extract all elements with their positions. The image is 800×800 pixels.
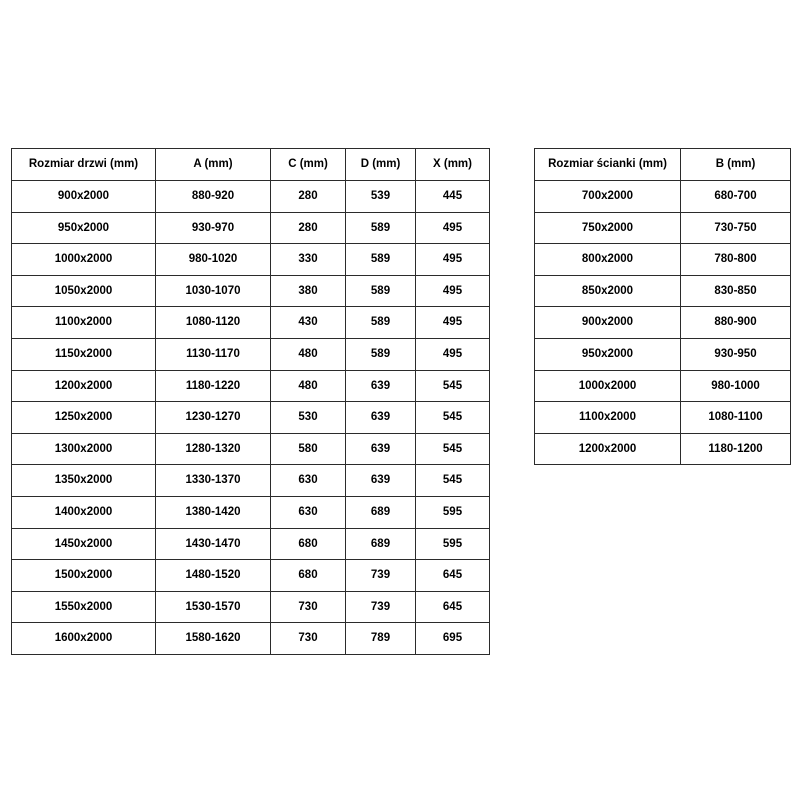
cell-door-size: 1050x2000 [12,275,156,307]
cell-a: 980-1020 [156,244,271,276]
column-header-a: A (mm) [156,149,271,181]
cell-a: 1230-1270 [156,402,271,434]
cell-x: 595 [416,496,490,528]
cell-wall-size: 1100x2000 [535,402,681,434]
cell-door-size: 1550x2000 [12,591,156,623]
table-row [535,275,791,307]
cell-wall-size: 800x2000 [535,244,681,276]
cell-x: 695 [416,623,490,655]
cell-c: 630 [271,496,346,528]
cell-x: 495 [416,212,490,244]
doors-table-header [12,149,490,181]
wall-table-header [535,149,791,181]
cell-a: 1380-1420 [156,496,271,528]
cell-c: 730 [271,591,346,623]
cell-a: 1080-1120 [156,307,271,339]
cell-b: 880-900 [681,307,791,339]
table-header-row [535,149,791,181]
table-row [12,370,490,402]
table-row [12,528,490,560]
table-row [535,212,791,244]
cell-x: 495 [416,275,490,307]
cell-x: 495 [416,307,490,339]
cell-d: 539 [346,181,416,213]
cell-d: 689 [346,528,416,560]
table-row [535,433,791,465]
table-row [535,181,791,213]
table-row [12,275,490,307]
cell-d: 589 [346,244,416,276]
cell-door-size: 900x2000 [12,181,156,213]
doors-dimensions-table-container [11,148,490,655]
cell-wall-size: 850x2000 [535,275,681,307]
cell-d: 739 [346,591,416,623]
cell-d: 739 [346,560,416,592]
cell-wall-size: 1200x2000 [535,433,681,465]
cell-x: 495 [416,338,490,370]
cell-wall-size: 900x2000 [535,307,681,339]
table-row [12,244,490,276]
table-row [12,560,490,592]
cell-c: 630 [271,465,346,497]
cell-b: 980-1000 [681,370,791,402]
cell-d: 639 [346,433,416,465]
cell-c: 480 [271,370,346,402]
cell-d: 639 [346,402,416,434]
table-row [12,338,490,370]
column-header-x: X (mm) [416,149,490,181]
cell-d: 589 [346,212,416,244]
cell-wall-size: 750x2000 [535,212,681,244]
cell-x: 545 [416,402,490,434]
cell-x: 645 [416,560,490,592]
cell-c: 580 [271,433,346,465]
doors-dimensions-table [11,148,490,655]
table-row [12,181,490,213]
column-header-wall-size: Rozmiar ścianki (mm) [535,149,681,181]
cell-x: 595 [416,528,490,560]
cell-d: 689 [346,496,416,528]
cell-c: 380 [271,275,346,307]
cell-x: 645 [416,591,490,623]
cell-b: 780-800 [681,244,791,276]
doors-table-body [12,181,490,655]
cell-c: 530 [271,402,346,434]
table-row [12,212,490,244]
cell-c: 680 [271,528,346,560]
cell-c: 430 [271,307,346,339]
table-header-row [12,149,490,181]
cell-a: 1430-1470 [156,528,271,560]
table-row [535,402,791,434]
cell-b: 1080-1100 [681,402,791,434]
cell-d: 789 [346,623,416,655]
cell-a: 1530-1570 [156,591,271,623]
table-row [12,307,490,339]
table-row [12,623,490,655]
table-row [535,244,791,276]
table-row [535,307,791,339]
cell-c: 730 [271,623,346,655]
cell-door-size: 1400x2000 [12,496,156,528]
table-row [12,402,490,434]
cell-door-size: 950x2000 [12,212,156,244]
cell-b: 680-700 [681,181,791,213]
column-header-door-size: Rozmiar drzwi (mm) [12,149,156,181]
column-header-b: B (mm) [681,149,791,181]
cell-a: 1130-1170 [156,338,271,370]
cell-door-size: 1000x2000 [12,244,156,276]
wall-table-body [535,181,791,465]
cell-a: 1030-1070 [156,275,271,307]
cell-c: 480 [271,338,346,370]
wall-dimensions-table-container [534,148,791,465]
cell-b: 1180-1200 [681,433,791,465]
cell-x: 445 [416,181,490,213]
cell-door-size: 1300x2000 [12,433,156,465]
cell-d: 639 [346,370,416,402]
column-header-c: C (mm) [271,149,346,181]
cell-a: 930-970 [156,212,271,244]
cell-wall-size: 950x2000 [535,338,681,370]
table-row [12,496,490,528]
cell-x: 545 [416,370,490,402]
cell-c: 280 [271,212,346,244]
table-row [12,433,490,465]
cell-door-size: 1350x2000 [12,465,156,497]
cell-door-size: 1450x2000 [12,528,156,560]
table-row [535,338,791,370]
column-header-d: D (mm) [346,149,416,181]
cell-c: 680 [271,560,346,592]
cell-door-size: 1100x2000 [12,307,156,339]
cell-wall-size: 700x2000 [535,181,681,213]
cell-door-size: 1250x2000 [12,402,156,434]
cell-door-size: 1500x2000 [12,560,156,592]
cell-a: 880-920 [156,181,271,213]
cell-b: 730-750 [681,212,791,244]
cell-a: 1580-1620 [156,623,271,655]
cell-wall-size: 1000x2000 [535,370,681,402]
table-row [12,465,490,497]
cell-b: 830-850 [681,275,791,307]
wall-dimensions-table [534,148,791,465]
cell-a: 1180-1220 [156,370,271,402]
cell-d: 639 [346,465,416,497]
cell-x: 495 [416,244,490,276]
cell-d: 589 [346,307,416,339]
table-row [12,591,490,623]
cell-door-size: 1150x2000 [12,338,156,370]
cell-d: 589 [346,275,416,307]
cell-a: 1280-1320 [156,433,271,465]
cell-x: 545 [416,433,490,465]
cell-a: 1330-1370 [156,465,271,497]
cell-c: 330 [271,244,346,276]
cell-b: 930-950 [681,338,791,370]
cell-door-size: 1600x2000 [12,623,156,655]
cell-c: 280 [271,181,346,213]
cell-d: 589 [346,338,416,370]
table-row [535,370,791,402]
cell-door-size: 1200x2000 [12,370,156,402]
cell-a: 1480-1520 [156,560,271,592]
cell-x: 545 [416,465,490,497]
